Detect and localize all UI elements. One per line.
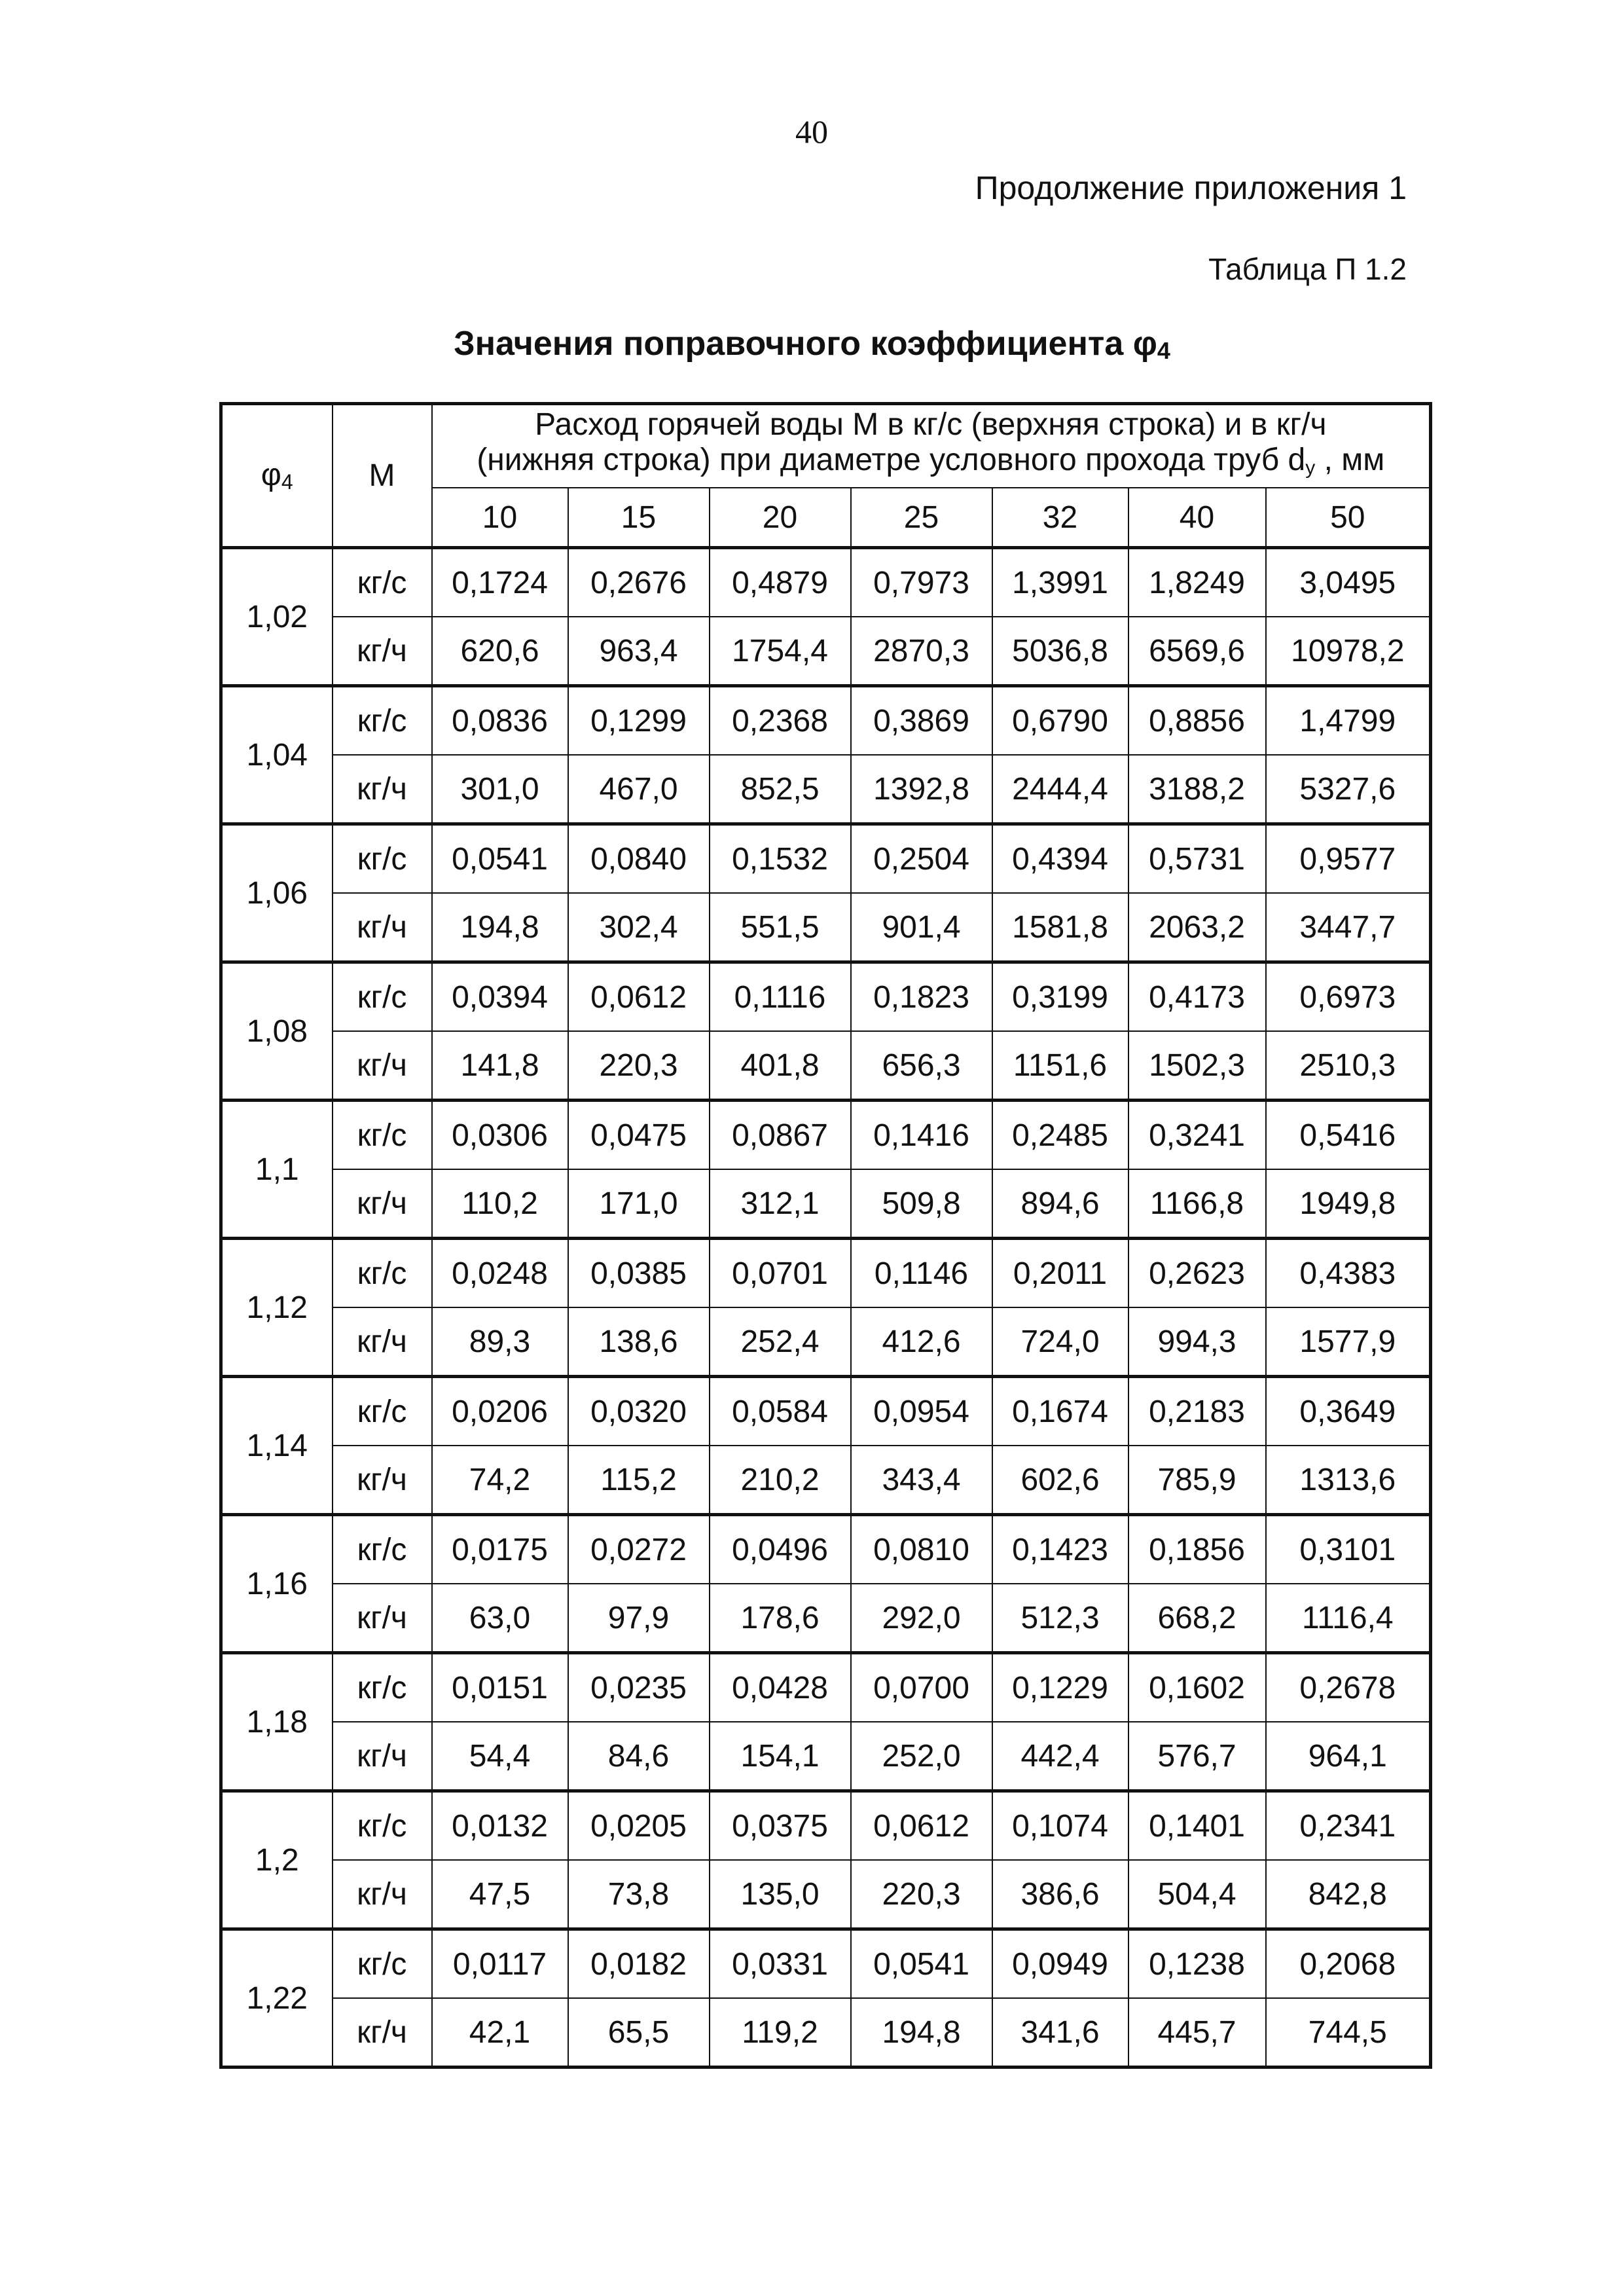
flow-kgs-cell: 0,0205 [568,1791,710,1861]
flow-kgs-cell: 0,0132 [432,1791,568,1861]
table-row [221,755,1431,824]
flow-kgh-cell: 73,8 [568,1860,710,1929]
flow-kgh-cell: 252,0 [851,1722,992,1791]
flow-kgh-cell: 171,0 [568,1169,710,1239]
flow-kgs-cell: 0,7973 [851,548,992,617]
flow-kgs-cell: 0,3101 [1266,1515,1431,1584]
header-m: М [333,404,432,548]
header-diameter: 25 [851,488,992,548]
flow-kgh-cell: 724,0 [992,1307,1128,1377]
flow-kgh-cell: 1166,8 [1128,1169,1266,1239]
flow-kgh-cell: 97,9 [568,1584,710,1653]
flow-kgs-cell: 0,1229 [992,1653,1128,1722]
unit-cell: кг/с [333,1101,432,1170]
flow-kgh-cell: 901,4 [851,893,992,962]
flow-kgs-cell: 0,3869 [851,686,992,756]
flow-kgh-cell: 1116,4 [1266,1584,1431,1653]
flow-kgs-cell: 0,0385 [568,1239,710,1308]
unit-cell: кг/с [333,1377,432,1446]
flow-kgs-cell: 0,0949 [992,1929,1128,1999]
table-row [221,686,1431,756]
flow-kgs-cell: 1,3991 [992,548,1128,617]
flow-kgh-cell: 194,8 [432,893,568,962]
phi-value: 1,02 [221,548,333,686]
flow-kgh-cell: 194,8 [851,1998,992,2068]
flow-kgh-cell: 3188,2 [1128,755,1266,824]
header-diameter: 50 [1266,488,1431,548]
flow-kgh-cell: 401,8 [710,1031,851,1101]
flow-kgh-cell: 178,6 [710,1584,851,1653]
flow-kgh-cell: 442,4 [992,1722,1128,1791]
phi-value: 1,08 [221,962,333,1101]
unit-cell: кг/ч [333,1584,432,1653]
unit-cell: кг/ч [333,755,432,824]
flow-kgh-cell: 341,6 [992,1998,1128,2068]
flow-kgs-cell: 0,1146 [851,1239,992,1308]
flow-kgh-cell: 115,2 [568,1446,710,1515]
flow-kgh-cell: 312,1 [710,1169,851,1239]
flow-kgh-cell: 842,8 [1266,1860,1431,1929]
table-row [221,962,1431,1032]
flow-kgh-cell: 576,7 [1128,1722,1266,1791]
flow-kgs-cell: 0,0394 [432,962,568,1032]
flow-kgs-cell: 0,4383 [1266,1239,1431,1308]
flow-kgh-cell: 412,6 [851,1307,992,1377]
flow-kgh-cell: 302,4 [568,893,710,962]
header-description-line1: Расход горячей воды М в кг/с (верхняя строка) и в кг/ч [535,407,1327,442]
table-row [221,548,1431,617]
unit-cell: кг/с [333,1791,432,1861]
correction-coefficient-table [219,402,1432,2069]
table-row [221,617,1431,686]
table-row [221,1446,1431,1515]
phi-value: 1,06 [221,824,333,962]
flow-kgs-cell: 1,4799 [1266,686,1431,756]
unit-cell: кг/с [333,686,432,756]
flow-kgh-cell: 84,6 [568,1722,710,1791]
flow-kgs-cell: 0,2368 [710,686,851,756]
table-row [221,1722,1431,1791]
flow-kgh-cell: 1392,8 [851,755,992,824]
flow-kgs-cell: 0,0612 [851,1791,992,1861]
flow-kgs-cell: 0,2068 [1266,1929,1431,1999]
flow-kgs-cell: 0,4879 [710,548,851,617]
phi-value: 1,2 [221,1791,333,1929]
unit-cell: кг/ч [333,1446,432,1515]
flow-kgs-cell: 0,1724 [432,548,568,617]
flow-kgs-cell: 0,8856 [1128,686,1266,756]
header-phi-subscript: 4 [281,470,293,494]
flow-kgs-cell: 0,1401 [1128,1791,1266,1861]
flow-kgs-cell: 0,0306 [432,1101,568,1170]
flow-kgs-cell: 0,0331 [710,1929,851,1999]
flow-kgh-cell: 386,6 [992,1860,1128,1929]
phi-value: 1,04 [221,686,333,824]
header-phi [221,404,333,548]
flow-kgs-cell: 0,6973 [1266,962,1431,1032]
flow-kgh-cell: 138,6 [568,1307,710,1377]
flow-kgh-cell: 5036,8 [992,617,1128,686]
flow-kgs-cell: 0,0701 [710,1239,851,1308]
flow-kgh-cell: 964,1 [1266,1722,1431,1791]
flow-kgs-cell: 0,0810 [851,1515,992,1584]
flow-kgh-cell: 301,0 [432,755,568,824]
flow-kgh-cell: 551,5 [710,893,851,962]
flow-kgs-cell: 0,0836 [432,686,568,756]
flow-kgh-cell: 656,3 [851,1031,992,1101]
flow-kgs-cell: 0,0475 [568,1101,710,1170]
flow-kgh-cell: 6569,6 [1128,617,1266,686]
flow-kgh-cell: 2510,3 [1266,1031,1431,1101]
table-row [221,1860,1431,1929]
flow-kgh-cell: 1151,6 [992,1031,1128,1101]
table-row [221,1169,1431,1239]
flow-kgh-cell: 89,3 [432,1307,568,1377]
flow-kgh-cell: 467,0 [568,755,710,824]
flow-kgs-cell: 0,0182 [568,1929,710,1999]
header-diameter: 40 [1128,488,1266,548]
flow-kgs-cell: 0,1823 [851,962,992,1032]
flow-kgh-cell: 1581,8 [992,893,1128,962]
flow-kgs-cell: 3,0495 [1266,548,1431,617]
phi-value: 1,12 [221,1239,333,1377]
flow-kgh-cell: 3447,7 [1266,893,1431,962]
header-description-unit: , мм [1324,442,1385,477]
flow-kgh-cell: 47,5 [432,1860,568,1929]
flow-kgs-cell: 0,3241 [1128,1101,1266,1170]
flow-kgs-cell: 0,2485 [992,1101,1128,1170]
unit-cell: кг/с [333,1653,432,1722]
table-label: Таблица П 1.2 [1208,252,1407,286]
flow-kgh-cell: 2444,4 [992,755,1128,824]
table-row [221,1307,1431,1377]
flow-kgs-cell: 0,2183 [1128,1377,1266,1446]
flow-kgs-cell: 0,0320 [568,1377,710,1446]
flow-kgs-cell: 0,0541 [851,1929,992,1999]
flow-kgh-cell: 1502,3 [1128,1031,1266,1101]
flow-kgh-cell: 5327,6 [1266,755,1431,824]
flow-kgh-cell: 220,3 [851,1860,992,1929]
table-row [221,1239,1431,1308]
flow-kgs-cell: 0,4394 [992,824,1128,894]
flow-kgs-cell: 0,0151 [432,1653,568,1722]
flow-kgs-cell: 0,3199 [992,962,1128,1032]
header-description-subscript: у [1305,456,1316,479]
flow-kgs-cell: 0,5731 [1128,824,1266,894]
flow-kgh-cell: 1577,9 [1266,1307,1431,1377]
flow-kgh-cell: 343,4 [851,1446,992,1515]
page-number: 40 [795,113,828,150]
flow-kgs-cell: 0,0248 [432,1239,568,1308]
table-row [221,1377,1431,1446]
unit-cell: кг/ч [333,1169,432,1239]
flow-kgs-cell: 0,1674 [992,1377,1128,1446]
phi-value: 1,1 [221,1101,333,1239]
flow-kgs-cell: 0,6790 [992,686,1128,756]
flow-kgh-cell: 1754,4 [710,617,851,686]
unit-cell: кг/с [333,824,432,894]
unit-cell: кг/с [333,962,432,1032]
flow-kgs-cell: 0,3649 [1266,1377,1431,1446]
flow-kgs-cell: 0,1238 [1128,1929,1266,1999]
flow-kgs-cell: 0,0272 [568,1515,710,1584]
table-row [221,824,1431,894]
flow-kgs-cell: 0,2504 [851,824,992,894]
flow-kgs-cell: 0,0496 [710,1515,851,1584]
flow-kgh-cell: 154,1 [710,1722,851,1791]
header-diameter: 32 [992,488,1128,548]
header-description [432,404,1431,488]
flow-kgh-cell: 509,8 [851,1169,992,1239]
flow-kgs-cell: 0,0840 [568,824,710,894]
flow-kgs-cell: 0,2678 [1266,1653,1431,1722]
unit-cell: кг/ч [333,1860,432,1929]
unit-cell: кг/ч [333,1031,432,1101]
flow-kgs-cell: 0,2676 [568,548,710,617]
flow-kgh-cell: 1949,8 [1266,1169,1431,1239]
flow-kgs-cell: 0,0584 [710,1377,851,1446]
table-title [0,324,1624,365]
flow-kgs-cell: 0,1423 [992,1515,1128,1584]
flow-kgs-cell: 0,0428 [710,1653,851,1722]
flow-kgs-cell: 0,0235 [568,1653,710,1722]
flow-kgs-cell: 0,0700 [851,1653,992,1722]
flow-kgs-cell: 0,0117 [432,1929,568,1999]
flow-kgs-cell: 0,1856 [1128,1515,1266,1584]
flow-kgs-cell: 0,0954 [851,1377,992,1446]
unit-cell: кг/ч [333,1722,432,1791]
flow-kgs-cell: 0,0175 [432,1515,568,1584]
phi-value: 1,14 [221,1377,333,1515]
flow-kgh-cell: 602,6 [992,1446,1128,1515]
table-row [221,1998,1431,2068]
flow-kgs-cell: 0,1602 [1128,1653,1266,1722]
flow-kgh-cell: 2870,3 [851,617,992,686]
unit-cell: кг/ч [333,1307,432,1377]
flow-kgs-cell: 0,1299 [568,686,710,756]
flow-kgh-cell: 2063,2 [1128,893,1266,962]
flow-kgs-cell: 0,2341 [1266,1791,1431,1861]
phi-value: 1,18 [221,1653,333,1791]
flow-kgh-cell: 220,3 [568,1031,710,1101]
flow-kgh-cell: 894,6 [992,1169,1128,1239]
header-description-line2: (нижняя строка) при диаметре условного прохода труб d [477,442,1306,477]
header-diameter: 20 [710,488,851,548]
flow-kgh-cell: 504,4 [1128,1860,1266,1929]
header-diameter: 10 [432,488,568,548]
unit-cell: кг/ч [333,893,432,962]
flow-kgs-cell: 0,1116 [710,962,851,1032]
flow-kgh-cell: 63,0 [432,1584,568,1653]
flow-kgs-cell: 1,8249 [1128,548,1266,617]
flow-kgh-cell: 668,2 [1128,1584,1266,1653]
unit-cell: кг/с [333,1515,432,1584]
table-row [221,893,1431,962]
flow-kgs-cell: 0,0206 [432,1377,568,1446]
flow-kgh-cell: 54,4 [432,1722,568,1791]
flow-kgh-cell: 65,5 [568,1998,710,2068]
flow-kgh-cell: 620,6 [432,617,568,686]
flow-kgs-cell: 0,0612 [568,962,710,1032]
flow-kgh-cell: 785,9 [1128,1446,1266,1515]
phi-value: 1,16 [221,1515,333,1653]
flow-kgs-cell: 0,4173 [1128,962,1266,1032]
flow-kgh-cell: 10978,2 [1266,617,1431,686]
flow-kgs-cell: 0,0541 [432,824,568,894]
header-phi-symbol: φ [261,458,281,492]
flow-kgs-cell: 0,2011 [992,1239,1128,1308]
unit-cell: кг/с [333,1239,432,1308]
flow-kgh-cell: 119,2 [710,1998,851,2068]
flow-kgh-cell: 744,5 [1266,1998,1431,2068]
flow-kgs-cell: 0,2623 [1128,1239,1266,1308]
flow-kgs-cell: 0,9577 [1266,824,1431,894]
flow-kgs-cell: 0,5416 [1266,1101,1431,1170]
table-row [221,1653,1431,1722]
flow-kgh-cell: 141,8 [432,1031,568,1101]
flow-kgs-cell: 0,1416 [851,1101,992,1170]
flow-kgh-cell: 963,4 [568,617,710,686]
table-row [221,1791,1431,1861]
flow-kgh-cell: 135,0 [710,1860,851,1929]
unit-cell: кг/с [333,548,432,617]
flow-kgh-cell: 445,7 [1128,1998,1266,2068]
flow-kgh-cell: 42,1 [432,1998,568,2068]
table-row [221,1515,1431,1584]
flow-kgh-cell: 994,3 [1128,1307,1266,1377]
flow-kgh-cell: 210,2 [710,1446,851,1515]
flow-kgh-cell: 74,2 [432,1446,568,1515]
table-title-subscript: 4 [1157,337,1170,364]
unit-cell: кг/с [333,1929,432,1999]
table-row [221,1929,1431,1999]
table-row [221,1031,1431,1101]
flow-kgs-cell: 0,1532 [710,824,851,894]
unit-cell: кг/ч [333,1998,432,2068]
phi-value: 1,22 [221,1929,333,2068]
flow-kgs-cell: 0,1074 [992,1791,1128,1861]
unit-cell: кг/ч [333,617,432,686]
table-body [221,548,1431,2068]
flow-kgs-cell: 0,0867 [710,1101,851,1170]
table-title-text: Значения поправочного коэффициента φ [454,325,1157,363]
header-diameter: 15 [568,488,710,548]
flow-kgh-cell: 110,2 [432,1169,568,1239]
flow-kgh-cell: 292,0 [851,1584,992,1653]
continuation-note: Продолжение приложения 1 [975,170,1407,206]
flow-kgh-cell: 252,4 [710,1307,851,1377]
table-row [221,1584,1431,1653]
flow-kgs-cell: 0,0375 [710,1791,851,1861]
flow-kgh-cell: 852,5 [710,755,851,824]
flow-kgh-cell: 512,3 [992,1584,1128,1653]
table-row [221,1101,1431,1170]
flow-kgh-cell: 1313,6 [1266,1446,1431,1515]
